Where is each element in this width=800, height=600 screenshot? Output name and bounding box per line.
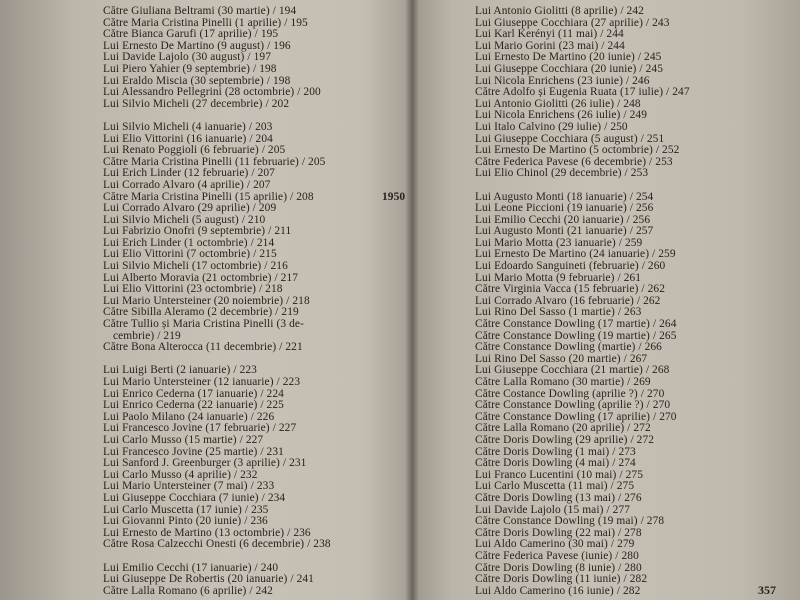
entry-text: Lui Mario Untersteiner (7 mai) / 233 [103,480,275,493]
entry-text: Lui Aldo Camerino (16 iunie) / 282 [475,584,641,597]
index-entry [412,168,800,180]
entry-text: Lui Enrico Cederna (17 ianuarie) / 224 [103,387,284,400]
entry-text: Lui Mario Gorini (23 mai) / 244 [475,39,625,52]
entry-text: Lui Edoardo Sanguineti (februarie) / 260 [475,260,666,273]
entry-text: Către Giuliana Beltrami (30 martie) / 194 [103,5,297,17]
entry-text: Către Adolfo și Eugenia Ruata (17 iulie) / 247 [475,86,690,99]
entry-text: Către Doris Dowling (29 aprilie) / 272 [475,433,655,446]
entry-text: Lui Renato Poggioli (6 februarie) / 205 [103,144,286,157]
entry-text: Lui Silvio Micheli (17 octombrie) / 216 [103,260,288,273]
entry-text: Lui Augusto Monti (21 ianuarie) / 257 [475,225,654,238]
entry-text: Lui Ernesto de Martino (13 octombrie) / 236 [103,526,311,539]
entry-text: Către Constance Dowling (19 martie) / 265 [475,329,677,342]
entry-text: Lui Ernesto De Martino (20 iunie) / 245 [475,51,662,64]
entry-text: Lui Carlo Musso (4 aprilie) / 232 [103,468,258,481]
page-number: 357 [758,583,776,597]
entry-text: Lui Antonio Giolitti (8 aprilie) / 242 [475,5,644,17]
entry-text: Către Constance Dowling (aprilie ?) / 270 [475,399,671,412]
entry-text: Către Sibilla Aleramo (2 decembrie) / 219 [103,306,299,319]
entry-text: Lui Erich Linder (1 octombrie) / 214 [103,236,275,249]
entry-text: Către Doris Dowling (13 mai) / 276 [475,491,642,504]
entry-text: Către Maria Cristina Pinelli (1 aprilie) / 195 [103,16,308,29]
entry-text: Lui Giuseppe Cocchiara (5 august) / 251 [475,132,665,145]
entry-text: Lui Silvio Micheli (5 august) / 210 [103,213,266,226]
entry-text: Lui Alessandro Pellegrini (28 octombrie) / 200 [103,86,321,99]
entry-text: Către Doris Dowling (1 mai) / 273 [475,445,636,458]
entry-text: Lui Nicola Enrichens (23 iunie) / 246 [475,74,650,87]
entry-text: Lui Silvio Micheli (27 decembrie) / 202 [103,97,290,110]
entry-text: Către Constance Dowling (17 martie) / 264 [475,318,677,331]
entry-text: Lui Emilio Cecchi (20 ianuarie) / 256 [475,213,651,226]
entry-text: Lui Fabrizio Onofri (9 septembrie) / 211 [103,225,292,238]
entry-text: Lui Erich Linder (12 februarie) / 207 [103,167,275,180]
entry-text: Lui Carlo Muscetta (17 iunie) / 235 [103,503,269,516]
entry-text: Lui Davide Lajolo (30 august) / 197 [103,51,271,64]
entry-text: Lui Karl Kerényi (11 mai) / 244 [475,28,624,41]
entry-text: Lui Emilio Cecchi (17 ianuarie) / 240 [103,561,279,574]
entry-text: Către Federica Pavese (6 decembrie) / 253 [475,155,673,168]
index-entry [0,586,408,598]
right-index-column [382,5,800,597]
entry-text: Lui Elio Vittorini (7 octombrie) / 215 [103,248,277,261]
entry-text: Către Lalla Romano (30 martie) / 269 [475,376,651,388]
entry-text: Lui Rino Del Sasso (20 martie) / 267 [475,352,648,365]
entry-text: Lui Elio Chinol (29 decembrie) / 253 [475,167,649,180]
entry-text: Către Doris Dowling (22 mai) / 278 [475,526,642,539]
entry-text: Lui Piero Yahier (9 septembrie) / 198 [103,62,277,75]
entry-text: Către Federica Pavese (iunie) / 280 [475,549,639,562]
entry-text: Lui Rino Del Sasso (1 martie) / 263 [475,306,642,319]
entry-text: Lui Giuseppe Cocchiara (21 martie) / 268 [475,364,670,377]
entry-text: Lui Carlo Musso (15 martie) / 227 [103,433,264,446]
entry-text: Lui Aldo Camerino (30 mai) / 279 [475,538,635,551]
entry-text: Lui Sanford J. Greenburger (3 aprilie) / 231 [103,457,307,470]
entry-text: Lui Carlo Muscetta (11 mai) / 275 [475,480,635,493]
entry-text: Către Doris Dowling (8 iunie) / 280 [475,561,642,574]
entry-text: Lui Luigi Berti (2 ianuarie) / 223 [103,364,257,377]
entry-text: Lui Mario Motta (9 februarie) / 261 [475,271,642,284]
entry-text: Lui Giuseppe De Robertis (20 ianuarie) / 241 [103,573,314,586]
entry-text: Lui Elio Vittorini (23 octombrie) / 218 [103,283,283,296]
entry-text: Către Constance Dowling (martie) / 266 [475,341,662,354]
entry-text: Lui Mario Untersteiner (20 noiembrie) / 218 [103,294,310,307]
entry-text: Către Tullio și Maria Cristina Pinelli (3 de- [103,318,304,331]
entry-text: Lui Mario Motta (23 ianuarie) / 259 [475,236,643,249]
entry-text: Către Costance Dowling (aprilie ?) / 270 [475,387,665,400]
entry-text: Către Lalla Romano (20 aprilie) / 272 [475,422,651,435]
entry-text: Către Constance Dowling (17 aprilie) / 270 [475,410,677,423]
entry-text: Lui Paolo Milano (24 ianuarie) / 226 [103,410,275,423]
entry-text: Către Constance Dowling (19 mai) / 278 [475,515,665,528]
year-heading: 1950 [382,190,406,203]
entry-text: Lui Italo Calvino (29 iulie) / 250 [475,120,628,133]
entry-text: Către Bianca Garufi (17 aprilie) / 195 [103,28,279,41]
entry-text: Lui Giuseppe Cocchiara (27 aprilie) / 243 [475,16,670,29]
index-entry [0,319,408,331]
book-gutter [405,0,419,600]
index-entry [0,342,408,354]
entry-text: Către Virginia Vacca (15 februarie) / 262 [475,283,666,296]
entry-text: Către Doris Dowling (4 mai) / 274 [475,457,636,470]
entry-text: Lui Elio Vittorini (16 ianuarie) / 204 [103,132,273,145]
entry-text: Către Lalla Romano (6 aprilie) / 242 [103,584,273,597]
entry-text: Către Maria Cristina Pinelli (15 aprilie) / 208 [103,190,314,203]
entry-text: Lui Nicola Enrichens (26 iulie) / 249 [475,109,647,122]
entry-text: Către Maria Cristina Pinelli (11 februarie) / 205 [103,155,326,168]
entry-text: Lui Antonio Giolitti (26 iulie) / 248 [475,97,641,110]
entry-text: Lui Davide Lajolo (15 mai) / 277 [475,503,631,516]
index-entry [0,99,408,111]
entry-text: Lui Ernesto De Martino (24 ianuarie) / 259 [475,248,676,261]
entry-text: Lui Enrico Cederna (22 ianuarie) / 225 [103,399,284,412]
entry-text: Lui Ernesto De Martino (9 august) / 196 [103,39,291,52]
entry-text: Lui Leone Piccioni (19 ianuarie) / 256 [475,202,654,215]
index-entry [0,539,408,551]
entry-text: Lui Giuseppe Cocchiara (20 iunie) / 245 [475,62,663,75]
right-page [382,0,800,600]
entry-text: Lui Ernesto De Martino (5 octombrie) / 252 [475,144,680,157]
entry-text: Lui Corrado Alvaro (29 aprilie) / 209 [103,202,277,215]
entry-text: Către Doris Dowling (11 iunie) / 282 [475,573,648,586]
entry-text: Lui Giovanni Pinto (20 iunie) / 236 [103,515,268,528]
entry-text: Lui Francesco Jovine (25 martie) / 231 [103,445,284,458]
entry-text: cembrie) / 219 [113,329,181,342]
left-index-column [0,6,408,597]
entry-text: Către Rosa Calzecchi Onesti (6 decembrie) / 238 [103,538,331,551]
entry-text: Lui Eraldo Miscia (30 septembrie) / 198 [103,74,291,87]
entry-text: Lui Alberto Moravia (21 octombrie) / 217 [103,271,299,284]
entry-text: Lui Franco Lucentini (10 mai) / 275 [475,468,643,481]
entry-text: Către Bona Alterocca (11 decembrie) / 221 [103,341,303,354]
entry-text: Lui Silvio Micheli (4 ianuarie) / 203 [103,120,273,133]
entry-text: Lui Corrado Alvaro (16 februarie) / 262 [475,294,661,307]
entry-text: Lui Corrado Alvaro (4 aprilie) / 207 [103,178,271,191]
entry-text: Lui Augusto Monti (18 ianuarie) / 254 [475,190,654,203]
entry-text: Lui Mario Untersteiner (12 ianuarie) / 223 [103,376,301,388]
entry-text: Lui Giuseppe Cocchiara (7 iunie) / 234 [103,491,286,504]
entry-text: Lui Francesco Jovine (17 februarie) / 227 [103,422,297,435]
index-entry [412,586,800,598]
